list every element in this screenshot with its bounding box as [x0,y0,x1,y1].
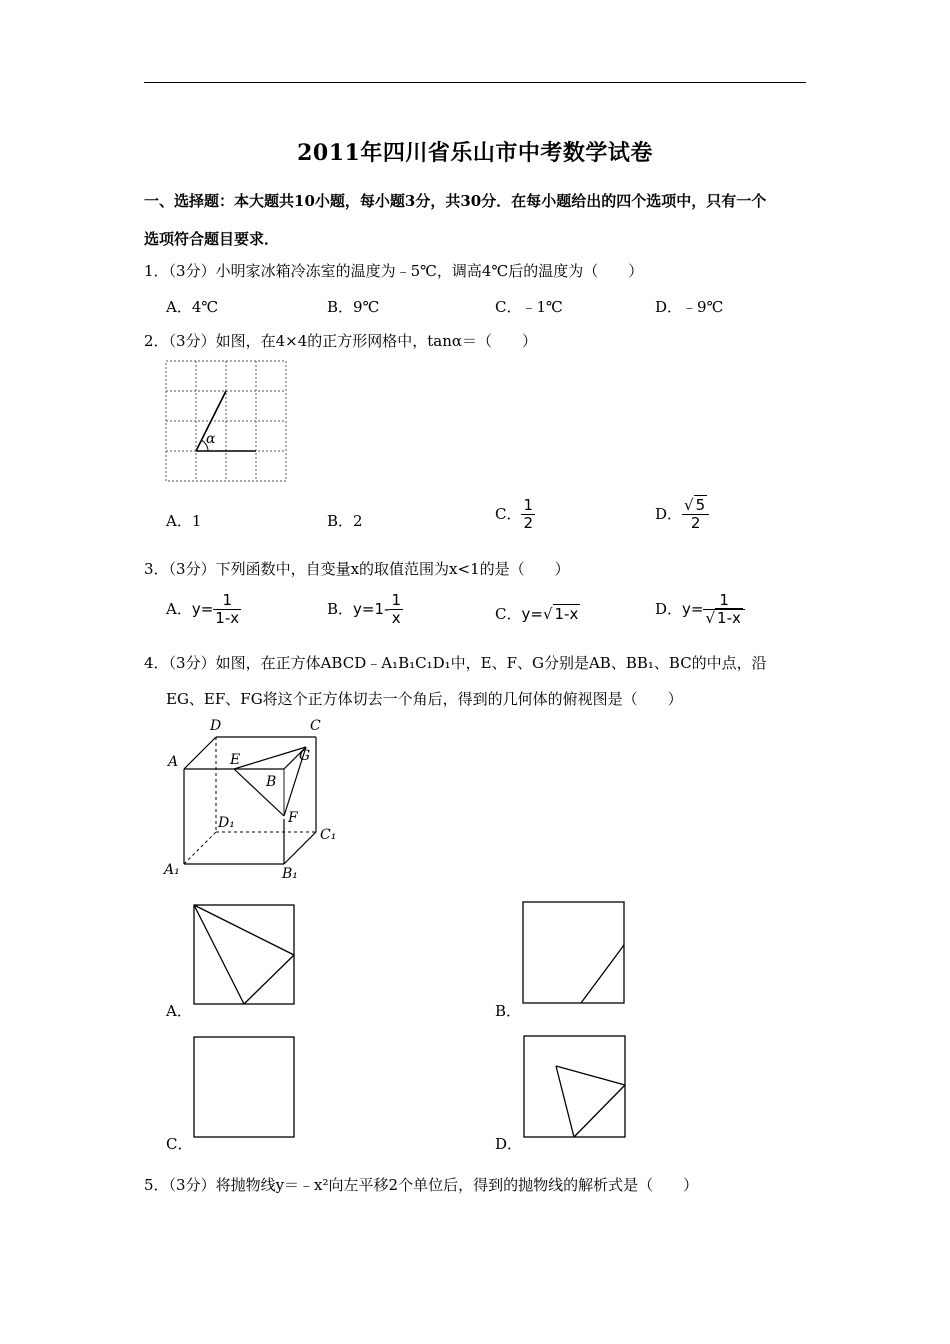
q1-option-d: D．﹣9℃ [655,298,724,316]
vertex-a: A [168,754,179,770]
q1-option-b: B．9℃ [327,298,380,316]
q4-option-c-label: C． [166,1135,193,1153]
vertex-a1: A₁ [164,862,180,878]
question-3-text: 3．（3分）下列函数中，自变量x的取值范围为x<1的是（ ） [144,560,570,578]
q3-option-b: B．y=1- $\frac{1}{x}$ [327,591,401,628]
section-heading-line1: 一、选择题：本大题共10小题，每小题3分，共30分．在每小题给出的四个选项中，只有一个 [144,192,767,210]
q3-option-d: D．y= $\frac{1}{√ 1-x}$ [655,592,745,628]
vertex-c: C [310,718,321,734]
q4-option-c-figure [193,1036,296,1139]
q2-option-c: C． $\frac{1}{2}$ [495,496,534,533]
question-5-text: 5．（3分）将抛物线y＝﹣x²向左平移2个单位后，得到的抛物线的解析式是（ ） [144,1176,699,1194]
q4-cube-figure [160,714,350,884]
fraction: $\frac{√ 5}{2}$ [682,497,709,533]
question-2-text: 2．（3分）如图，在4×4的正方形网格中，tanα＝（ ） [144,332,538,350]
q4-option-d-label: D． [495,1135,523,1153]
question-1-text: 1．（3分）小明家冰箱冷冻室的温度为﹣5℃，调高4℃后的温度为（ ） [144,262,644,280]
q3-option-a: A．y= $\frac{1}{1-x}$ [166,591,240,628]
fraction: $\frac{1}{x}$ [391,591,401,628]
question-4-line1: 4．（3分）如图，在正方体ABCD﹣A₁B₁C₁D₁中，E、F、G分别是AB、BB₁、BC的中点，沿 [144,654,767,672]
q4-option-b-label: B． [495,1002,522,1020]
q4-option-a-figure [193,904,297,1006]
vertex-b: B [266,774,277,790]
page-title: 2011年四川省乐山市中考数学试卷 [297,140,653,166]
q2-option-a: A．1 [166,512,202,530]
vertex-b1: B₁ [282,866,298,882]
alpha-label: α [206,431,216,447]
vertex-f: F [288,810,298,826]
q4-option-d-figure [523,1035,627,1139]
fraction: $\frac{1}{1-x}$ [215,591,240,628]
vertex-d1: D₁ [218,815,235,831]
vertex-d: D [210,718,222,734]
q4-option-a-label: A． [166,1002,192,1020]
fraction: $\frac{1}{2}$ [523,496,534,533]
header-rule [144,82,806,83]
question-4-line2: EG、EF、FG将这个正方体切去一个角后，得到的几何体的俯视图是（ ） [166,690,683,708]
vertex-g: G [299,748,311,764]
q1-option-a: A．4℃ [166,298,219,316]
section-heading-line2: 选项符合题目要求． [144,230,280,248]
q2-option-b: B．2 [327,512,363,530]
q2-option-d: D． $\frac{√ 5}{2}$ [655,497,709,533]
q3-option-c: C．y=√ 1-x [495,605,579,623]
vertex-c1: C₁ [320,827,337,843]
q1-option-c: C．﹣1℃ [495,298,563,316]
fraction: $\frac{1}{√ 1-x}$ [703,592,744,628]
vertex-e: E [230,752,241,768]
q2-grid-figure [164,359,288,483]
q4-option-b-figure [522,901,626,1005]
